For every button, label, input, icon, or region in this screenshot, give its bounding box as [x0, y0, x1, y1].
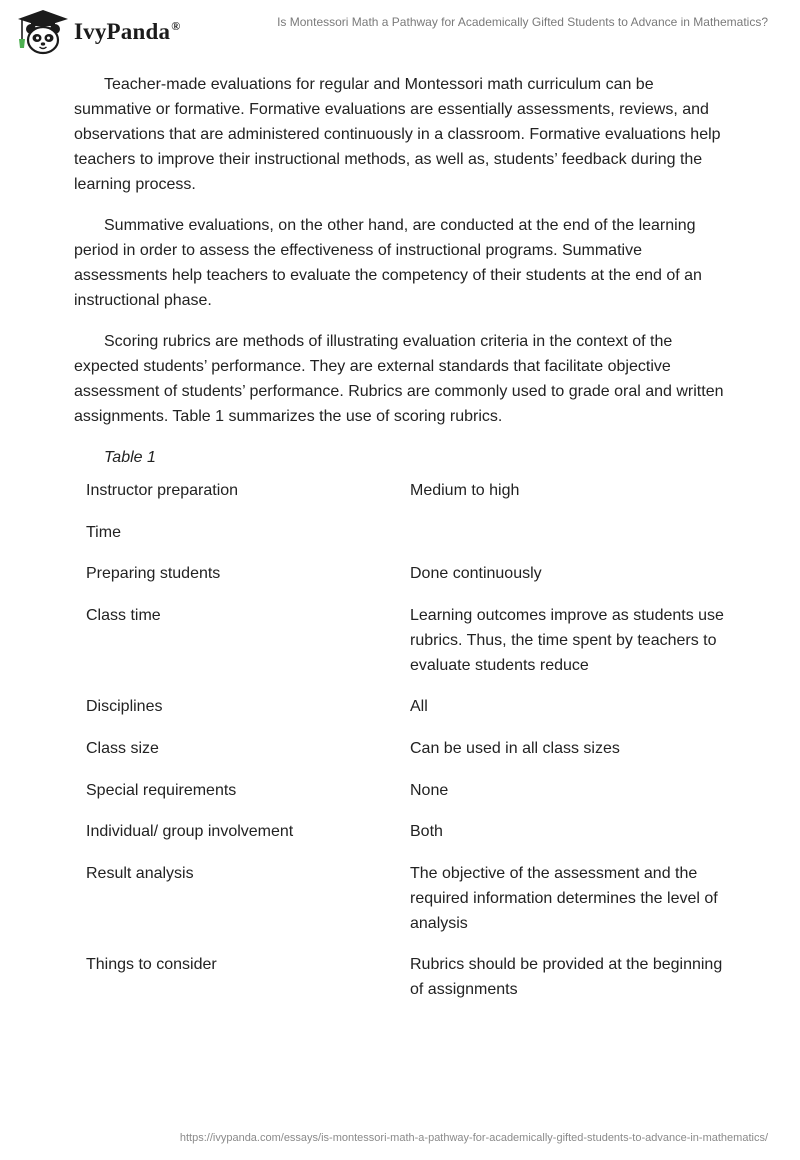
table-row: [74, 819, 734, 861]
row-value: Rubrics should be provided at the beginning of assignments: [410, 956, 723, 999]
row-label: Class time: [86, 606, 161, 624]
panda-graduate-icon: [14, 8, 72, 56]
row-label: Instructor preparation: [86, 482, 239, 499]
brand-name: IvyPanda®: [74, 19, 181, 44]
row-value: Done continuously: [410, 565, 542, 583]
table-row: [74, 778, 734, 820]
paragraph-formative: Teacher-made evaluations for regular and Montessori math curriculum can be summative or formative. Formative evaluations are essentially assessments, reviews, and observations that are administered continuously in a classroom. Formative evaluations help teachers to improve their instructional methods, as well as, students’ feedback during the learning process.: [74, 76, 721, 193]
table-row: [74, 478, 734, 520]
table-row: [74, 561, 734, 603]
table-row: [74, 736, 734, 778]
table-caption: Table 1: [104, 449, 156, 466]
page-header: [0, 0, 800, 60]
paragraph-rubrics: Scoring rubrics are methods of illustrating evaluation criteria in the context of the expected students’ performance. They are external standards that facilitate objective assessment of students’ performance. Rubrics are commonly used to grade oral and written assignments. Table 1 summarizes the use of scoring rubrics.: [74, 333, 724, 425]
ivypanda-logo[interactable]: [14, 8, 180, 56]
row-label: Time: [86, 523, 121, 541]
row-label: Preparing students: [86, 565, 221, 583]
paragraph-summative: Summative evaluations, on the other hand, are conducted at the end of the learning period in order to assess the effectiveness of instructional programs. Summative assessments help teachers to evaluate the competency of their students at the end of an instructional phase.: [74, 217, 702, 309]
row-value: None: [410, 781, 449, 799]
table-row: [74, 952, 734, 1019]
document-title: Is Montessori Math a Pathway for Academically Gifted Students to Advance in Mathematics?: [277, 15, 768, 29]
row-value: The objective of the assessment and the required information determines the level of analysis: [410, 864, 718, 932]
row-label: Things to consider: [86, 956, 217, 974]
table-row: [74, 861, 734, 953]
row-label: Special requirements: [86, 781, 237, 799]
row-label: Disciplines: [86, 698, 163, 716]
row-value: Both: [410, 823, 443, 841]
row-label: Individual/ group involvement: [86, 823, 294, 841]
scoring-rubrics-table: [74, 478, 734, 1019]
table-row: [74, 603, 734, 695]
row-value: [410, 520, 734, 562]
row-value: All: [410, 698, 428, 716]
essay-content: [74, 72, 734, 1019]
row-label: Result analysis: [86, 864, 194, 882]
row-value: Learning outcomes improve as students use rubrics. Thus, the time spent by teachers to evaluate students reduce: [410, 606, 724, 674]
table-row: [74, 694, 734, 736]
row-value: Medium to high: [410, 482, 520, 499]
table-row: [74, 520, 734, 562]
row-label: Class size: [86, 739, 159, 757]
row-value: Can be used in all class sizes: [410, 739, 620, 757]
source-url-link[interactable]: https://ivypanda.com/essays/is-montessori-math-a-pathway-for-academically-gifted-students-to-advance-in-mathematics/: [179, 1132, 768, 1144]
